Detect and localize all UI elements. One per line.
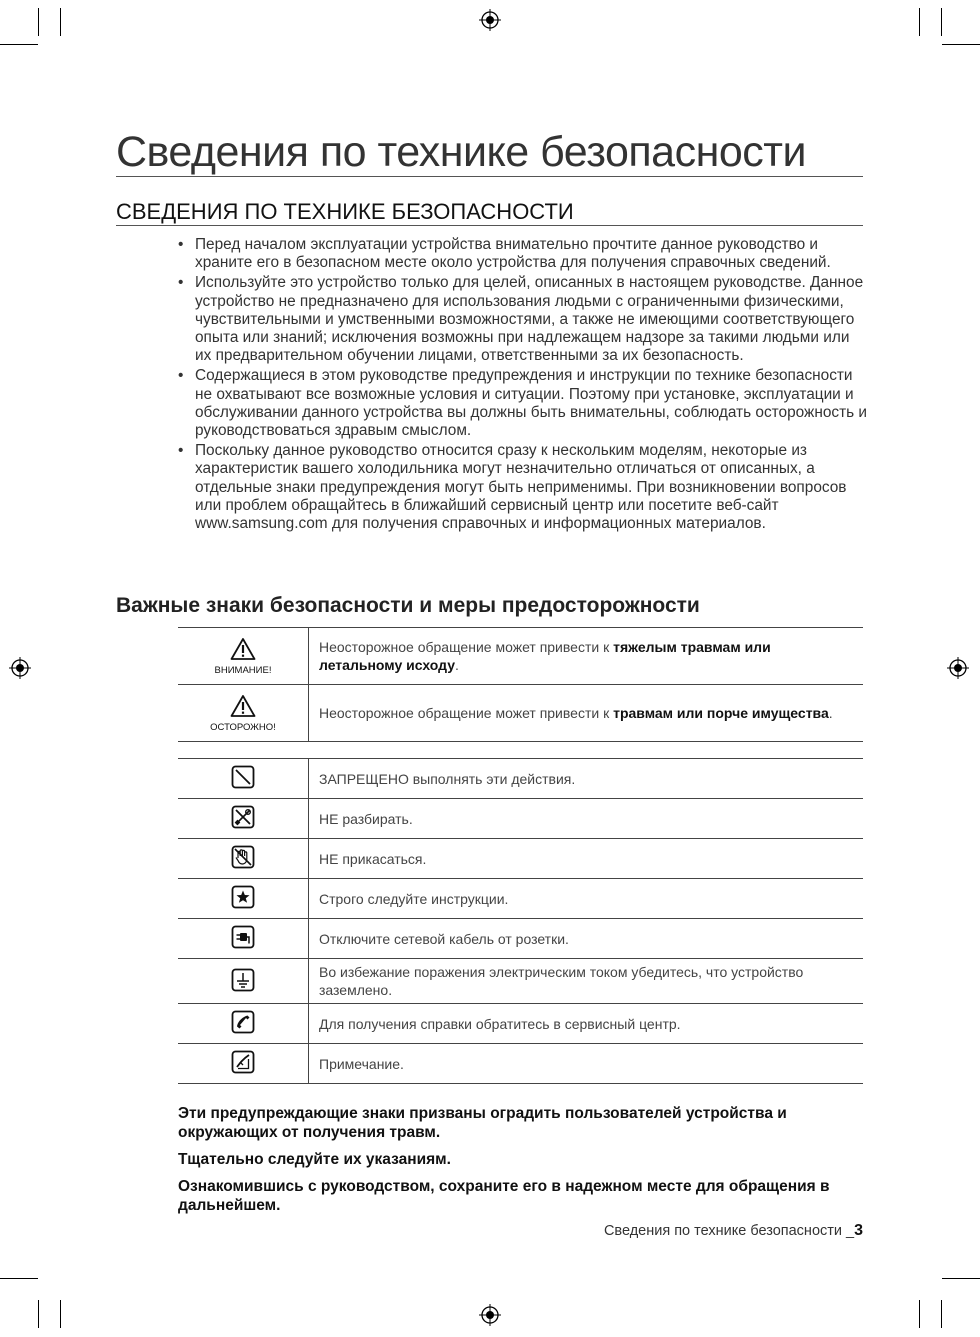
footer-label: Сведения по технике безопасности _ <box>603 1223 855 1239</box>
symbol-text: Примечание. <box>309 1044 864 1084</box>
ground-icon <box>231 968 255 992</box>
warning-text: Неосторожное обращение может привести к <box>319 639 614 655</box>
closing-notes <box>178 1104 868 1223</box>
page-title: Сведения по технике безопасности <box>116 128 863 177</box>
table-row <box>178 1004 863 1044</box>
table-row <box>178 1044 863 1084</box>
page-footer <box>604 1222 863 1240</box>
symbol-text: Отключите сетевой кабель от розетки. <box>309 919 864 959</box>
table-row <box>178 759 863 799</box>
warning-signs-table <box>178 627 863 742</box>
section-heading: СВЕДЕНИЯ ПО ТЕХНИКЕ БЕЗОПАСНОСТИ <box>116 199 863 226</box>
symbol-text: Для получения справки обратитесь в сервисный центр. <box>309 1004 864 1044</box>
prohibited-icon <box>231 765 255 789</box>
symbol-text: НЕ прикасаться. <box>309 839 864 879</box>
registration-mark-icon <box>479 9 501 31</box>
page-number: 3 <box>854 1222 863 1239</box>
crop-mark <box>60 1300 61 1328</box>
caution-emphasis: травмам или порче имущества <box>613 705 829 721</box>
list-item <box>178 236 868 272</box>
symbol-text: Во избежание поражения электрическим током убедитесь, что устройство заземлено. <box>309 959 864 1004</box>
do-not-touch-icon <box>231 845 255 869</box>
registration-mark-icon <box>479 1304 501 1326</box>
bullet-text: Содержащиеся в этом руководстве предупреждения и инструкции по технике безопасности не охватывают все возможные условия и ситуации. Поэтому при установке, эксплуатации и обслуживании данного устройства вы должны быть внимательны, соблюдать осторожность и руководствоваться здравым смыслом. <box>195 367 868 440</box>
registration-mark-icon <box>947 657 969 679</box>
crop-mark <box>942 1278 980 1279</box>
warning-triangle-icon <box>230 637 256 661</box>
crop-mark <box>38 1300 39 1328</box>
crop-mark <box>942 44 980 45</box>
crop-mark <box>0 44 38 45</box>
crop-mark <box>919 1300 920 1328</box>
crop-mark <box>941 1300 942 1328</box>
list-item <box>178 274 868 365</box>
warning-emphasis: тяжелым травмам или летальному исходу <box>319 639 771 673</box>
table-row <box>178 919 863 959</box>
warning-caption: ВНИМАНИЕ! <box>214 664 272 676</box>
bullet-text: Используйте это устройство только для целей, описанных в настоящем руководстве. Данное устройство не предназначено для использования людьми с ограниченными физическими, чувствительными и умственными возможностями, а также не имеющими соответствующего опыта или знаний; исключения возможны при надлежащем надзоре за такими людьми или их предварительном обучении лицами, ответственными за их безопасность. <box>195 274 864 365</box>
safety-signs-heading: Важные знаки безопасности и меры предосторожности <box>116 594 700 617</box>
closing-paragraph: Тщательно следуйте их указаниям. <box>178 1151 451 1168</box>
list-item <box>178 367 868 440</box>
crop-mark <box>60 8 61 36</box>
list-item <box>178 442 868 533</box>
safety-bullet-list <box>178 236 868 535</box>
bullet-icon: • <box>178 442 184 460</box>
table-row <box>178 799 863 839</box>
bullet-icon: • <box>178 367 184 385</box>
bullet-icon: • <box>178 236 184 253</box>
table-row: ВНИМАНИЕ! Неосторожное обращение может привести к тяжелым травмам или летальному исходу. <box>178 628 863 685</box>
symbols-table <box>178 758 863 1084</box>
symbol-text: Строго следуйте инструкции. <box>309 879 864 919</box>
bullet-text: Поскольку данное руководство относится сразу к нескольким моделям, некоторые из характеристик вашего холодильника могут незначительно отличаться от описанных, а отдельные знаки предупреждения могут быть неприменимы. При возникновении вопросов или проблем обращайтесь в ближайший сервисный центр или посетите веб-сайт www.samsung.com для получения справочных и информационных материалов. <box>195 442 847 533</box>
closing-paragraph: Эти предупреждающие знаки призваны оградить пользователей устройства и окружающих от получения травм. <box>178 1105 787 1141</box>
closing-paragraph: Ознакомившись с руководством, сохраните его в надежном месте для обращения в дальнейшем. <box>178 1178 830 1214</box>
bullet-icon: • <box>178 274 184 292</box>
crop-mark <box>0 1278 38 1279</box>
table-row <box>178 959 863 1004</box>
warning-triangle-icon <box>230 694 256 718</box>
crop-mark <box>919 8 920 36</box>
table-row <box>178 879 863 919</box>
crop-mark <box>38 8 39 36</box>
bullet-text: Перед началом эксплуатации устройства внимательно прочтите данное руководство и храните его в безопасном месте около устройства для получения справочных сведений. <box>195 236 831 272</box>
follow-instructions-icon <box>231 885 255 909</box>
table-row <box>178 839 863 879</box>
caution-caption: ОСТОРОЖНО! <box>210 721 276 733</box>
crop-mark <box>941 8 942 36</box>
symbol-text: ЗАПРЕЩЕНО выполнять эти действия. <box>309 759 864 799</box>
symbol-text: НЕ разбирать. <box>309 799 864 839</box>
phone-icon <box>231 1010 255 1034</box>
note-icon <box>231 1050 255 1074</box>
caution-text: Неосторожное обращение может привести к <box>319 705 614 721</box>
no-disassembly-icon <box>231 805 255 829</box>
table-row: ОСТОРОЖНО! Неосторожное обращение может привести к травмам или порче имущества. <box>178 685 863 742</box>
registration-mark-icon <box>9 657 31 679</box>
unplug-icon <box>231 925 255 949</box>
